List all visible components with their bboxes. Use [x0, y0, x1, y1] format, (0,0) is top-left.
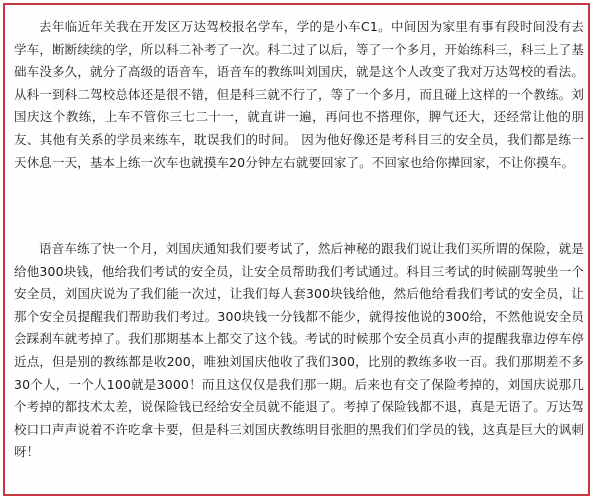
article-frame	[3, 3, 590, 496]
article-paragraph-2: 语音车练了快一个月，刘国庆通知我们要考试了，然后神秘的跟我们说让我们买所谓的保险，就是给他300块钱，他给我们考试的安全员，让安全员帮助我们考试通过。科目三考试的时候副驾驶坐一个安全员，刘国庆说为了我们能一次过，让我们每人套300块钱给他，然后他给看我们考试的安全员，让那个安全员提醒我们帮助我们考过。300块钱一分钱都不能少，就得按他说的300给，不然他说安全员会踩刹车就考掉了。我们那期基本上都交了这个钱。考试的时候那个安全员真小声的提醒我靠边停车停近点，但是别的教练都是收200，唯独刘国庆他收了我们300，比别的教练多收一百。我们那期差不多30个人，一个人100就是3000！而且这仅仅是我们那一期。后来也有交了保险考掉的，刘国庆说那几个考掉的都技术太差，说保险钱已经给安全员就不能退了。考掉了保险钱都不退，真是无语了。万达驾校口口声声说着不许吃拿卡要，但是科三刘国庆教练明目张胆的黑我们们学员的钱，这真是巨大的讽刺呀！	[14, 241, 584, 460]
article-paragraph-1: 去年临近年关我在开发区万达驾校报名学车，学的是小车C1。中间因为家里有事有段时间没有去学车，断断续续的学，所以科二补考了一次。科二过了以后，等了一个多月，开始练科三，科三上了基础车没多久，就分了高级的语音车，语音车的教练叫刘国庆，就是这个人改变了我对万达驾校的看法。从科一到科二驾校总体还是很不错，但是科三就不行了，等了一个多月，而且碰上这样的一个教练。刘国庆这个教练，上车不管你三七二十一，就直讲一遍，再问也不搭理你，脾气还大，还经常让他的朋友、其他有关系的学员来练车，耽误我们的时间。 因为他好像还是考科目三的安全员，我们都是练一天休息一天，基本上练一次车也就摸车20分钟左右就要回家了。不回家也给你撵回家，不让你摸车。	[14, 19, 584, 170]
